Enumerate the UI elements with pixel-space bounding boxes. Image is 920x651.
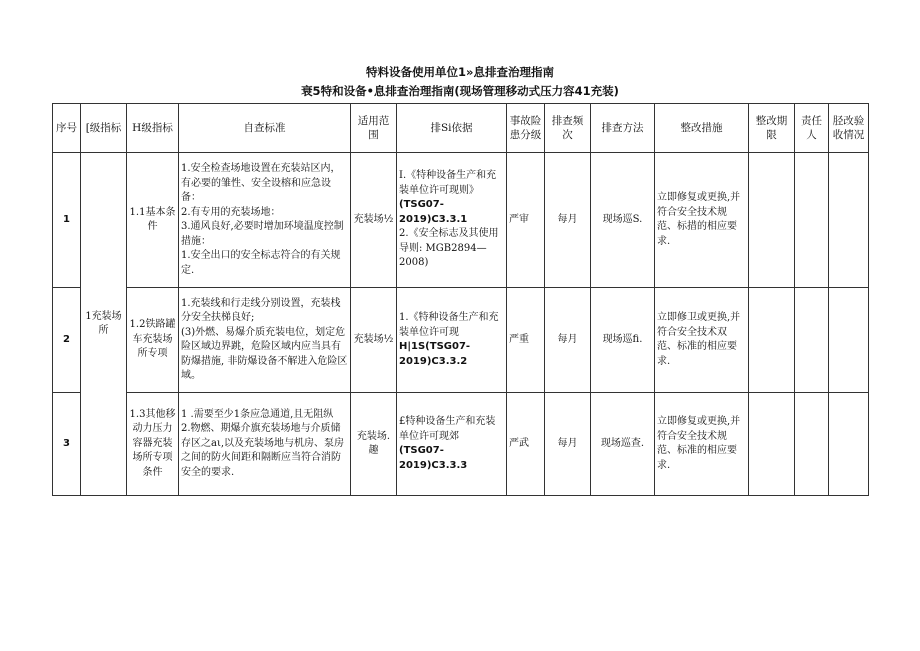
basis-item: I.《特种设备生产和充装单位许可现则》 xyxy=(399,170,497,196)
table-row xyxy=(53,288,869,393)
header-level1: [级指标 xyxy=(81,104,127,153)
document-title: 特料设备使用单位1»息排查治理指南 xyxy=(366,65,554,79)
criteria-item: 1.充装线和行走线分别设置，充装栈分安全扶梯良好; xyxy=(181,297,341,323)
header-acceptance: 胫改验收情况 xyxy=(829,104,869,153)
row-measures: 立即修复或更换,并符合安全技术规范、标准的相应要求. xyxy=(655,393,749,496)
criteria-item: 2.有专用的充装场地： xyxy=(181,206,281,218)
header-measures: 整改措施 xyxy=(655,104,749,153)
table-row xyxy=(53,153,869,288)
row-criteria xyxy=(179,393,351,496)
row-risk: 严审 xyxy=(507,153,545,288)
row-frequency: 每月 xyxy=(545,393,591,496)
level1-group: 1充装场所 xyxy=(81,153,127,496)
header-risk: 事故险患分级 xyxy=(507,104,545,153)
table-title: 衰5特和设备•息排查治理指南(现场管理移动式压力容41充装) xyxy=(301,84,619,98)
row-risk: 严武 xyxy=(507,393,545,496)
row-basis xyxy=(397,288,507,393)
header-basis: 排Si依据 xyxy=(397,104,507,153)
row-seq: 2 xyxy=(53,288,81,393)
criteria-item: 3.通风良好,必要时增加环境温度控制措施： xyxy=(181,221,344,247)
criteria-item: 1.安全检查场地设置在充装站区内，有必要的雏性、安全设榕和应急设备： xyxy=(181,163,341,203)
row-level2: 1.3其他移动力压力容器充装场所专项条件 xyxy=(127,393,179,496)
basis-item: 1.《特种设备生产和充装单位许可现 xyxy=(399,312,499,338)
header-method: 排查方法 xyxy=(591,104,655,153)
criteria-item: 2.物燃、期爆介旗充装场地与介质储存区之aι,以及充装场地与机房、泵房之间的防火间距和隔断应当符合消防安全的要求. xyxy=(181,423,345,478)
table-row xyxy=(53,393,869,496)
row-seq: 1 xyxy=(53,153,81,288)
header-level2: H级指标 xyxy=(127,104,179,153)
row-owner xyxy=(795,288,829,393)
row-acceptance xyxy=(829,393,869,496)
header-deadline: 整改期限 xyxy=(749,104,795,153)
row-frequency: 每月 xyxy=(545,288,591,393)
row-scope: 充装场.趣 xyxy=(351,393,397,496)
basis-item: H|1S(TSG07-2019)C3.3.2 xyxy=(399,341,471,367)
row-level2: 1.2铁路罐车充装场所专项 xyxy=(127,288,179,393)
header-frequency: 排查频次 xyxy=(545,104,591,153)
row-criteria xyxy=(179,153,351,288)
basis-item: (TSG07-2019)C3.3.3 xyxy=(399,445,468,471)
row-basis xyxy=(397,153,507,288)
row-level2: 1.1基本条件 xyxy=(127,153,179,288)
basis-item: 2.《安全标志及其使用导则: MGB2894—2008) xyxy=(399,228,499,269)
basis-item: £特种设备生产和充装单位许可现郊 xyxy=(399,416,496,442)
criteria-item: 1 .需要至少1条应急通道,且无阻纵 xyxy=(181,408,334,420)
row-method: 现场巡查. xyxy=(591,393,655,496)
row-basis xyxy=(397,393,507,496)
header-scope: 适用范围 xyxy=(351,104,397,153)
header-row xyxy=(53,104,869,153)
row-seq: 3 xyxy=(53,393,81,496)
row-owner xyxy=(795,393,829,496)
row-deadline xyxy=(749,288,795,393)
row-measures: 立即修复或更换,并符合安全技术规范、标措的相应要求. xyxy=(655,153,749,288)
inspection-table xyxy=(52,103,869,496)
row-deadline xyxy=(749,153,795,288)
row-deadline xyxy=(749,393,795,496)
row-measures: 立即修卫或更换,并符合安全技术双范、标准的相应要求. xyxy=(655,288,749,393)
row-criteria xyxy=(179,288,351,393)
row-owner xyxy=(795,153,829,288)
row-method: 现场巡fi. xyxy=(591,288,655,393)
header-owner: 责任人 xyxy=(795,104,829,153)
row-acceptance xyxy=(829,153,869,288)
row-scope: 充装场½ xyxy=(351,153,397,288)
header-seq: 序号 xyxy=(53,104,81,153)
row-risk: 严重 xyxy=(507,288,545,393)
criteria-item: 1.安全出口的安全标志符合的有关规定. xyxy=(181,250,341,276)
row-acceptance xyxy=(829,288,869,393)
row-frequency: 每月 xyxy=(545,153,591,288)
header-criteria: 自查标准 xyxy=(179,104,351,153)
basis-item: (TSG07-2019)C3.3.1 xyxy=(399,199,468,225)
row-method: 现场巡S. xyxy=(591,153,655,288)
row-scope: 充装场½ xyxy=(351,288,397,393)
criteria-item: (3)外燃、易爆介质充装电位，划定危险区域边界跳，危险区域内应当具有防爆措施, 非防爆设备不解进入危险区域。 xyxy=(181,326,348,381)
